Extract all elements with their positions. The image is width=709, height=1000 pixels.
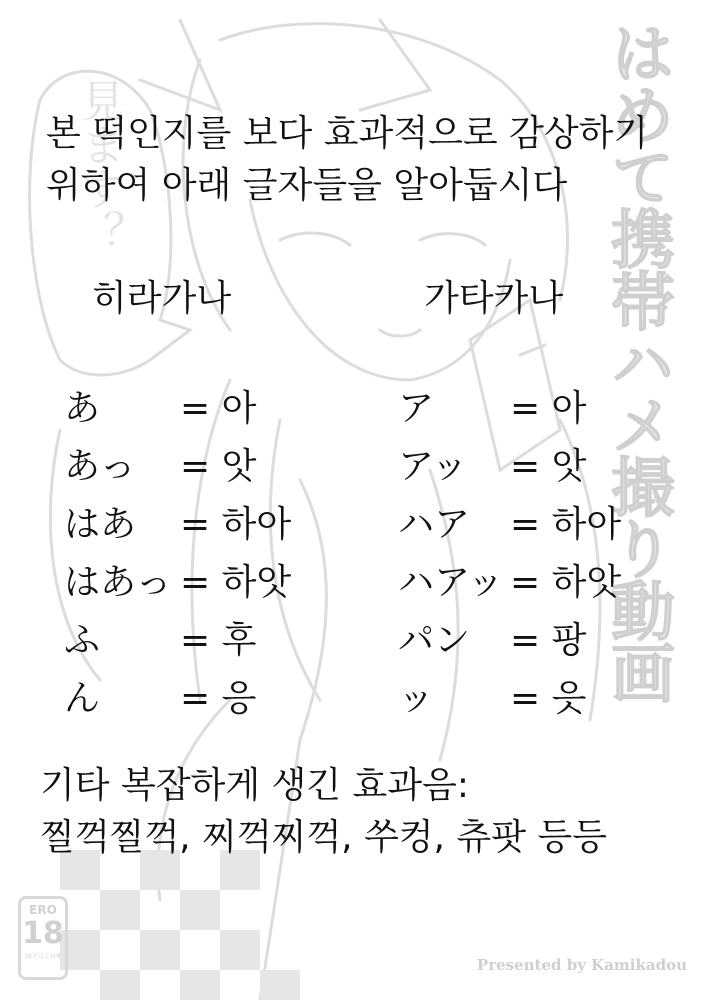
hiragana-row — [64, 554, 291, 612]
katakana-korean: = 팡 — [510, 620, 587, 661]
hiragana-row — [64, 670, 256, 728]
background-vertical-title: はめて携帯ハメ撮り動画 — [600, 20, 675, 702]
hiragana-kana: ふ — [64, 620, 101, 661]
katakana-kana: ハアッ — [398, 562, 504, 603]
katakana-korean: = 앗 — [510, 446, 587, 487]
katakana-row — [398, 380, 586, 438]
katakana-korean: = 하아 — [510, 504, 622, 545]
katakana-row — [398, 612, 586, 670]
hiragana-header: 히라가나 — [92, 278, 232, 319]
credit-text: Presented by Kamikadou — [476, 956, 687, 974]
hiragana-row — [64, 438, 256, 496]
hiragana-kana: ん — [64, 678, 101, 719]
hiragana-korean: = 앗 — [180, 446, 257, 487]
hiragana-korean: = 하아 — [180, 504, 292, 545]
hiragana-kana: あ — [64, 388, 101, 429]
katakana-korean: = 아 — [510, 388, 587, 429]
hiragana-row — [64, 612, 256, 670]
misc-line-2: 찔꺽찔꺽, 찌꺽찌꺽, 쑤컹, 츄팟 등등 — [40, 817, 607, 858]
katakana-kana: ア — [398, 388, 435, 429]
ero18-badge — [18, 896, 68, 980]
katakana-kana: アッ — [398, 446, 468, 487]
katakana-row — [398, 438, 586, 496]
katakana-row — [398, 554, 621, 612]
katakana-row — [398, 670, 586, 728]
katakana-header: 가타카나 — [424, 278, 564, 319]
hiragana-row — [64, 380, 256, 438]
hiragana-kana: あっ — [64, 446, 136, 487]
hiragana-kana: はあ — [64, 504, 137, 545]
hiragana-kana: はあっ — [64, 562, 172, 603]
badge-top-text: ERO — [29, 903, 57, 917]
katakana-korean: = 읏 — [510, 678, 587, 719]
misc-sound-effects — [40, 760, 680, 864]
intro-line-1: 본 떡인지를 보다 효과적으로 감상하기 — [46, 113, 649, 154]
intro-line-2: 위하여 아래 글자들을 알아둡시다 — [46, 165, 568, 206]
hiragana-row — [64, 496, 291, 554]
hiragana-korean: = 아 — [180, 388, 257, 429]
speech-bubble-text: 見ます？ — [73, 78, 124, 254]
hiragana-korean: = 하앗 — [180, 562, 292, 603]
badge-bottom-text: 18才以上対象 — [24, 953, 62, 960]
katakana-row — [398, 496, 621, 554]
katakana-kana: ッ — [398, 678, 435, 719]
katakana-kana: パン — [398, 620, 471, 661]
katakana-korean: = 하앗 — [510, 562, 622, 603]
hiragana-korean: = 후 — [180, 620, 257, 661]
hiragana-korean: = 응 — [180, 678, 257, 719]
intro-text — [46, 108, 676, 212]
misc-line-1: 기타 복잡하게 생긴 효과음: — [40, 765, 469, 806]
katakana-kana: ハア — [398, 504, 471, 545]
badge-number: 18 — [22, 916, 64, 951]
